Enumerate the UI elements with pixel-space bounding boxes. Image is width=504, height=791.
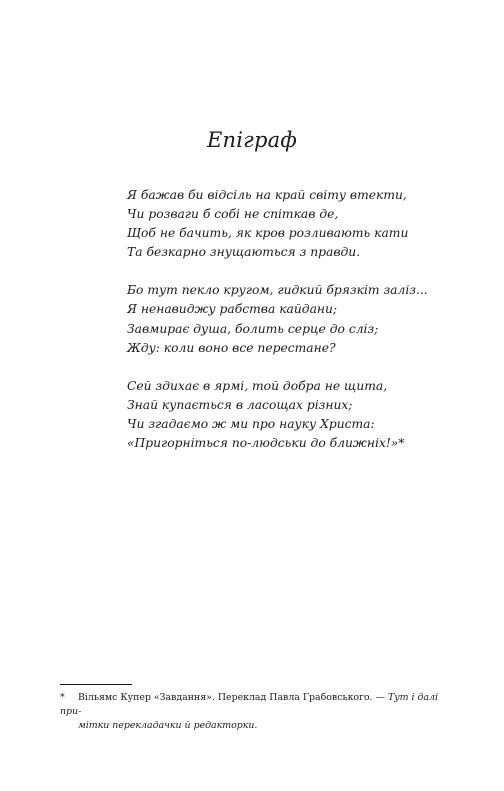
footnote-divider xyxy=(60,684,132,685)
poem-line: Сей здихає в ярмі, той добра не щита, xyxy=(127,378,388,393)
footnote xyxy=(60,691,462,733)
poem-line: Жду: коли воно все перестане? xyxy=(127,340,336,355)
poem-line: Знай купається в ласощах різних; xyxy=(127,397,353,412)
footnote-line-2: мітки перекладачки й редакторки. xyxy=(78,720,258,731)
epigraph-poem xyxy=(127,186,428,472)
poem-line: «Пригорніться по-людськи до ближніх!»* xyxy=(127,436,405,451)
poem-stanza-2 xyxy=(127,281,428,357)
footnote-italic-text: Тут і далі при- xyxy=(60,692,438,717)
poem-line: Я ненавиджу рабства кайдани; xyxy=(127,302,338,317)
footnote-mark: * xyxy=(60,692,65,703)
poem-stanza-3 xyxy=(127,377,417,453)
poem-line: Щоб не бачить, як кров розливають кати xyxy=(127,226,409,241)
poem-line: Та безкарно знущаються з правди. xyxy=(127,245,361,260)
poem-line: Завмирає душа, болить серце до сліз; xyxy=(127,321,379,336)
footnote-text: Вільямс Купер «Завдання». Переклад Павла Грабовського. — xyxy=(78,692,388,703)
poem-line: Бо тут пекло кругом, гидкий брязкіт заліз... xyxy=(127,283,428,298)
poem-line: Чи згадаємо ж ми про науку Христа: xyxy=(127,416,375,431)
poem-line: Чи розваги б собі не спіткав де, xyxy=(127,207,339,222)
poem-stanza-1 xyxy=(127,186,417,262)
poem-line: Я бажав би відсіль на край світу втекти, xyxy=(127,188,407,202)
page-title: Епіграф xyxy=(207,128,297,152)
